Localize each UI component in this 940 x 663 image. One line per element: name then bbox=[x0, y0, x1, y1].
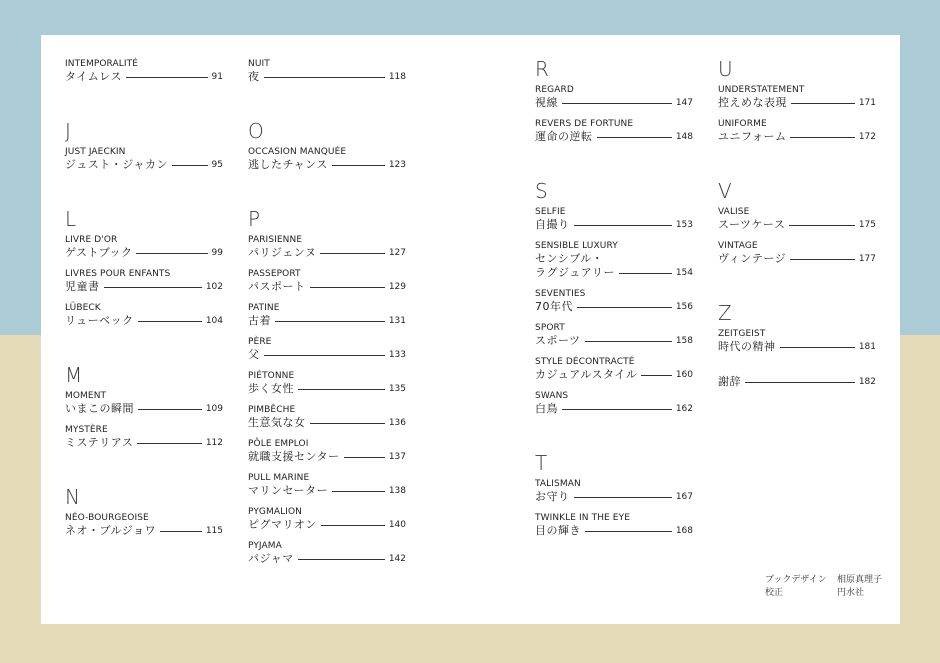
index-entry bbox=[248, 541, 406, 566]
entry-term: PASSEPORT bbox=[248, 269, 301, 279]
page-number: 123 bbox=[388, 160, 406, 170]
entry-translation: ピグマリオン bbox=[248, 518, 317, 531]
page-number: 148 bbox=[675, 132, 693, 142]
credit-row bbox=[765, 574, 882, 587]
index-entry bbox=[718, 119, 876, 144]
leader-line bbox=[597, 137, 672, 138]
index-entry bbox=[535, 513, 693, 538]
leader-line bbox=[138, 321, 202, 322]
entry-term: PÈRE bbox=[248, 337, 272, 347]
entry-term: SENSIBLE LUXURY bbox=[535, 241, 618, 251]
page-number: 142 bbox=[388, 554, 406, 564]
page-number: 154 bbox=[675, 268, 693, 278]
section-letter: L bbox=[65, 207, 77, 231]
entry-term: MOMENT bbox=[65, 391, 107, 401]
index-entry bbox=[718, 207, 876, 232]
entry-term: VINTAGE bbox=[718, 241, 758, 251]
index-section bbox=[65, 487, 223, 538]
entry-line bbox=[535, 402, 693, 416]
page-number: 129 bbox=[388, 282, 406, 292]
leader-line bbox=[562, 409, 672, 410]
entry-translation: ミステリアス bbox=[65, 436, 134, 449]
entry-translation: マリンセーター bbox=[248, 484, 329, 497]
page-number: 172 bbox=[858, 132, 876, 142]
index-entry bbox=[248, 235, 406, 260]
entry-term: PÔLE EMPLOI bbox=[248, 439, 309, 449]
entry-line bbox=[65, 70, 223, 84]
page-number: 140 bbox=[388, 520, 406, 530]
leader-line bbox=[332, 165, 385, 166]
index-entry bbox=[248, 507, 406, 532]
entry-line bbox=[535, 334, 693, 348]
section-letter: R bbox=[535, 57, 549, 81]
entry-term: PATINE bbox=[248, 303, 280, 313]
entry-line bbox=[535, 524, 693, 538]
entry-translation: ネオ・ブルジョワ bbox=[65, 524, 157, 537]
entry-translation: 父 bbox=[248, 348, 260, 361]
index-entry bbox=[718, 241, 876, 266]
index-entry bbox=[65, 425, 223, 450]
page-number: 160 bbox=[675, 370, 693, 380]
index-section bbox=[718, 59, 876, 144]
index-entry bbox=[248, 147, 406, 172]
page-number: 99 bbox=[211, 248, 223, 258]
entry-term: SPORT bbox=[535, 323, 565, 333]
index-entry bbox=[248, 269, 406, 294]
leader-line bbox=[138, 409, 202, 410]
entry-term: TALISMAN bbox=[535, 479, 581, 489]
index-entry bbox=[535, 357, 693, 382]
entry-line bbox=[718, 375, 876, 389]
entry-term: ZEITGEIST bbox=[718, 329, 766, 339]
index-section bbox=[65, 59, 223, 84]
leader-line bbox=[344, 457, 385, 458]
page-number: 171 bbox=[858, 98, 876, 108]
leader-line bbox=[585, 341, 672, 342]
index-entry bbox=[535, 241, 693, 280]
entry-line bbox=[248, 450, 406, 464]
index-entry bbox=[535, 479, 693, 504]
index-section bbox=[65, 209, 223, 328]
entry-line bbox=[248, 246, 406, 260]
entry-translation: いまこの瞬間 bbox=[65, 402, 134, 415]
leader-line bbox=[562, 103, 672, 104]
entry-translation: 就職支援センター bbox=[248, 450, 340, 463]
index-entry bbox=[65, 513, 223, 538]
leader-line bbox=[574, 225, 672, 226]
entry-translation: 古着 bbox=[248, 314, 271, 327]
entry-term: PULL MARINE bbox=[248, 473, 310, 483]
index-entry bbox=[248, 473, 406, 498]
entry-translation: スポーツ bbox=[535, 334, 581, 347]
page-number: 177 bbox=[858, 254, 876, 264]
entry-translation: パスポート bbox=[248, 280, 306, 293]
entry-line bbox=[248, 158, 406, 172]
entry-translation: カジュアルスタイル bbox=[535, 368, 638, 381]
entry-term: PYGMALION bbox=[248, 507, 303, 517]
index-section bbox=[65, 121, 223, 172]
index-entry bbox=[535, 119, 693, 144]
index-section bbox=[718, 375, 876, 389]
leader-line bbox=[275, 321, 385, 322]
page-number: 95 bbox=[211, 160, 223, 170]
leader-line bbox=[264, 77, 385, 78]
entry-line bbox=[248, 314, 406, 328]
leader-line bbox=[780, 347, 855, 348]
index-entry bbox=[535, 289, 693, 314]
entry-translation: 目の輝き bbox=[535, 524, 581, 537]
entry-line bbox=[535, 218, 693, 232]
entry-line bbox=[718, 130, 876, 144]
index-entry bbox=[248, 439, 406, 464]
page-number: 181 bbox=[858, 342, 876, 352]
entry-translation: 謝辞 bbox=[718, 375, 741, 388]
index-column-4 bbox=[718, 59, 876, 398]
entry-term: LIVRES POUR ENFANTS bbox=[65, 269, 171, 279]
index-section bbox=[718, 303, 876, 354]
entry-term: OCCASION MANQUÉE bbox=[248, 147, 347, 157]
entry-term: LIVRE D'OR bbox=[65, 235, 118, 245]
leader-line bbox=[745, 382, 855, 383]
entry-translation: パジャマ bbox=[248, 552, 294, 565]
entry-line bbox=[248, 484, 406, 498]
section-letter: V bbox=[718, 179, 732, 203]
entry-term: SWANS bbox=[535, 391, 569, 401]
entry-translation: ユニフォーム bbox=[718, 130, 787, 143]
page-number: 153 bbox=[675, 220, 693, 230]
entry-line bbox=[248, 70, 406, 84]
page-number: 104 bbox=[205, 316, 223, 326]
entry-line bbox=[535, 252, 693, 266]
credit-role: 校正 bbox=[765, 588, 784, 598]
page-number: 131 bbox=[388, 316, 406, 326]
leader-line bbox=[641, 375, 672, 376]
entry-term: TWINKLE IN THE EYE bbox=[535, 513, 630, 523]
section-letter: U bbox=[718, 57, 733, 81]
entry-translation: 児童書 bbox=[65, 280, 100, 293]
page-number: 102 bbox=[205, 282, 223, 292]
entry-term: STYLE DÉCONTRACTÉ bbox=[535, 357, 635, 367]
leader-line bbox=[136, 253, 207, 254]
entry-translation: 運命の逆転 bbox=[535, 130, 593, 143]
page-number: 112 bbox=[205, 438, 223, 448]
index-section bbox=[248, 59, 406, 84]
entry-translation: リューベック bbox=[65, 314, 134, 327]
entry-translation: ゲストブック bbox=[65, 246, 133, 259]
leader-line bbox=[790, 259, 855, 260]
entry-term: VALISE bbox=[718, 207, 750, 217]
entry-term: SELFIE bbox=[535, 207, 566, 217]
entry-line bbox=[65, 402, 223, 416]
leader-line bbox=[298, 389, 385, 390]
entry-translation: タイムレス bbox=[65, 70, 122, 83]
index-column-1 bbox=[65, 59, 223, 547]
page-number: 156 bbox=[675, 302, 693, 312]
entry-line bbox=[535, 130, 693, 144]
entry-translation: ラグジュアリー bbox=[535, 266, 615, 279]
section-letter: P bbox=[248, 207, 261, 231]
entry-term: PYJAMA bbox=[248, 541, 282, 551]
entry-translation: 視線 bbox=[535, 96, 558, 109]
entry-term: UNDERSTATEMENT bbox=[718, 85, 805, 95]
entry-line bbox=[718, 96, 876, 110]
entry-translation: ヴィンテージ bbox=[718, 252, 787, 265]
leader-line bbox=[310, 423, 385, 424]
entry-line bbox=[65, 436, 223, 450]
page-number: 162 bbox=[675, 404, 693, 414]
index-entry bbox=[65, 59, 223, 84]
entry-term: REVERS DE FORTUNE bbox=[535, 119, 634, 129]
entry-line bbox=[65, 314, 223, 328]
entry-line bbox=[248, 382, 406, 396]
credit-name: 円水社 bbox=[837, 588, 865, 598]
entry-term: UNIFORME bbox=[718, 119, 767, 129]
entry-line bbox=[718, 340, 876, 354]
entry-line bbox=[535, 300, 693, 314]
entry-term: SEVENTIES bbox=[535, 289, 586, 299]
leader-line bbox=[264, 355, 385, 356]
entry-term: PIÉTONNE bbox=[248, 371, 295, 381]
entry-translation: ジュスト・ジャカン bbox=[65, 158, 169, 171]
page-number: 127 bbox=[388, 248, 406, 258]
entry-translation: 自撮り bbox=[535, 218, 570, 231]
entry-translation: 生意気な女 bbox=[248, 416, 306, 429]
entry-line bbox=[535, 368, 693, 382]
index-entry bbox=[718, 329, 876, 354]
entry-term: MYSTÈRE bbox=[65, 425, 108, 435]
leader-line bbox=[310, 287, 385, 288]
section-letter: S bbox=[535, 179, 548, 203]
credit-role: ブックデザイン bbox=[765, 575, 827, 585]
page-number: 118 bbox=[388, 72, 406, 82]
entry-term: JUST JAECKIN bbox=[65, 147, 126, 157]
entry-translation: 逃したチャンス bbox=[248, 158, 328, 171]
entry-line bbox=[248, 348, 406, 362]
index-page bbox=[41, 35, 900, 624]
index-column-2 bbox=[248, 59, 406, 575]
leader-line bbox=[104, 287, 202, 288]
section-letter: N bbox=[65, 485, 80, 509]
index-section bbox=[65, 365, 223, 450]
section-letter: T bbox=[535, 451, 548, 475]
credit-name: 相原真理子 bbox=[837, 575, 883, 585]
entry-line bbox=[248, 416, 406, 430]
leader-line bbox=[321, 525, 385, 526]
entry-line bbox=[248, 280, 406, 294]
leader-line bbox=[577, 307, 672, 308]
entry-line bbox=[65, 280, 223, 294]
index-entry bbox=[248, 371, 406, 396]
entry-translation: パリジェンヌ bbox=[248, 246, 317, 259]
page-number: 115 bbox=[205, 526, 223, 536]
entry-translation: 白鳥 bbox=[535, 402, 558, 415]
entry-term: NÉO-BOURGEOISE bbox=[65, 513, 149, 523]
entry-line bbox=[65, 158, 223, 172]
page-number: 138 bbox=[388, 486, 406, 496]
credits bbox=[765, 574, 882, 600]
entry-term: LÜBECK bbox=[65, 303, 101, 313]
entry-translation: センシブル・ bbox=[535, 252, 604, 265]
index-entry bbox=[535, 391, 693, 416]
entry-line bbox=[248, 518, 406, 532]
leader-line bbox=[126, 77, 208, 78]
entry-translation: 70年代 bbox=[535, 300, 573, 313]
page-number: 135 bbox=[388, 384, 406, 394]
leader-line bbox=[791, 103, 855, 104]
leader-line bbox=[137, 443, 201, 444]
index-column-3 bbox=[535, 59, 693, 547]
index-entry bbox=[718, 85, 876, 110]
entry-term: PIMBÊCHE bbox=[248, 405, 296, 415]
entry-line bbox=[535, 266, 693, 280]
index-entry bbox=[535, 323, 693, 348]
section-letter: Z bbox=[718, 301, 732, 325]
entry-term: PARISIENNE bbox=[248, 235, 303, 245]
leader-line bbox=[574, 497, 672, 498]
entry-translation: 夜 bbox=[248, 70, 260, 83]
section-letter: O bbox=[248, 119, 264, 143]
index-entry bbox=[65, 303, 223, 328]
entry-translation: お守り bbox=[535, 490, 570, 503]
entry-line bbox=[535, 96, 693, 110]
page-number: 109 bbox=[205, 404, 223, 414]
page-number: 91 bbox=[211, 72, 223, 82]
index-section bbox=[718, 181, 876, 266]
index-entry bbox=[65, 235, 223, 260]
entry-term: NUIT bbox=[248, 59, 270, 69]
index-section bbox=[248, 209, 406, 566]
page-number: 158 bbox=[675, 336, 693, 346]
index-entry bbox=[535, 85, 693, 110]
entry-line bbox=[248, 552, 406, 566]
leader-line bbox=[789, 225, 854, 226]
index-entry bbox=[248, 337, 406, 362]
page-number: 167 bbox=[675, 492, 693, 502]
entry-translation: 時代の精神 bbox=[718, 340, 776, 353]
leader-line bbox=[320, 253, 384, 254]
page-number: 136 bbox=[388, 418, 406, 428]
entry-translation: スーツケース bbox=[718, 218, 786, 231]
index-entry bbox=[65, 147, 223, 172]
page-number: 137 bbox=[388, 452, 406, 462]
index-section bbox=[248, 121, 406, 172]
index-entry bbox=[718, 375, 876, 389]
page-number: 133 bbox=[388, 350, 406, 360]
index-entry bbox=[248, 405, 406, 430]
entry-line bbox=[65, 524, 223, 538]
leader-line bbox=[619, 273, 672, 274]
index-entry bbox=[248, 303, 406, 328]
section-letter: J bbox=[65, 119, 71, 143]
entry-line bbox=[718, 252, 876, 266]
page-number: 168 bbox=[675, 526, 693, 536]
page-number: 147 bbox=[675, 98, 693, 108]
index-section bbox=[535, 181, 693, 416]
leader-line bbox=[160, 531, 202, 532]
index-entry bbox=[248, 59, 406, 84]
leader-line bbox=[332, 491, 385, 492]
entry-term: INTEMPORALITÉ bbox=[65, 59, 139, 69]
entry-line bbox=[535, 490, 693, 504]
entry-term: REGARD bbox=[535, 85, 574, 95]
entry-translation: 歩く女性 bbox=[248, 382, 294, 395]
entry-line bbox=[65, 246, 223, 260]
index-section bbox=[535, 453, 693, 538]
leader-line bbox=[585, 531, 672, 532]
leader-line bbox=[172, 165, 207, 166]
index-section bbox=[535, 59, 693, 144]
credit-row bbox=[765, 587, 882, 600]
index-entry bbox=[65, 391, 223, 416]
leader-line bbox=[790, 137, 854, 138]
leader-line bbox=[298, 559, 385, 560]
entry-translation: 控えめな表現 bbox=[718, 96, 787, 109]
index-entry bbox=[65, 269, 223, 294]
index-entry bbox=[535, 207, 693, 232]
entry-line bbox=[718, 218, 876, 232]
page-number: 182 bbox=[858, 377, 876, 387]
section-letter: M bbox=[65, 363, 83, 387]
page-number: 175 bbox=[858, 220, 876, 230]
